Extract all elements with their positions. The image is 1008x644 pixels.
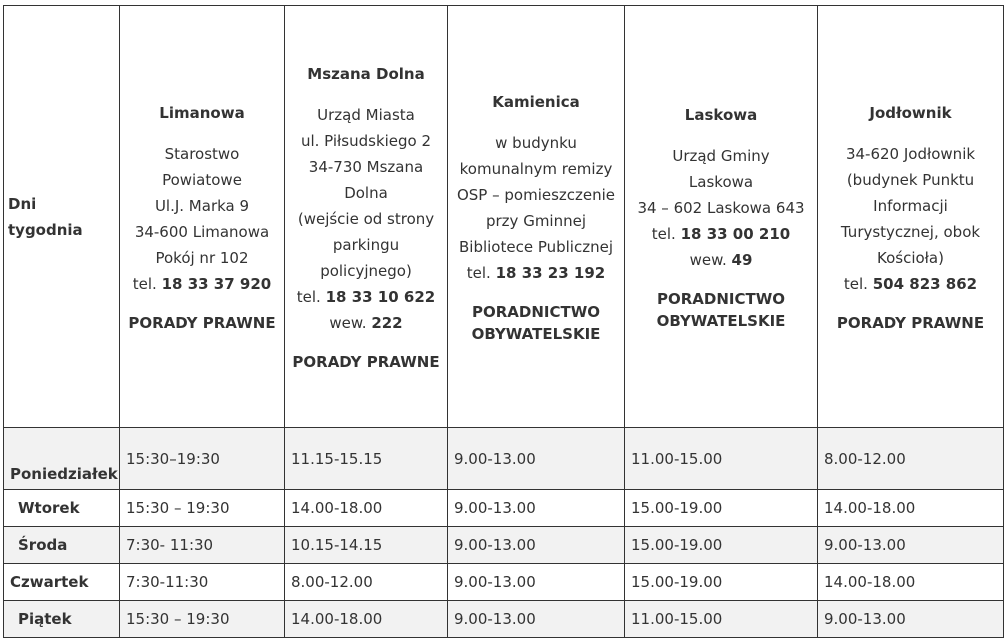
header-kamienica: Kamienica w budynku komunalnym remizy OSP – pomieszczenie przy Gminnej Bibliotece Publicznej tel. 18 33 23 192 PORADNICTWO OBYWATELSKIE xyxy=(448,6,625,428)
extension: wew. 49 xyxy=(689,250,753,269)
hours-cell: 15.00-19.00 xyxy=(625,564,818,601)
hours-cell: 15:30–19:30 xyxy=(120,428,285,490)
hours-cell: 14.00-18.00 xyxy=(818,490,1004,527)
day-label: Poniedziałek xyxy=(4,428,120,490)
hours-cell: 9.00-13.00 xyxy=(448,490,625,527)
header-days: Dni tygodnia xyxy=(4,6,120,428)
hours-cell: 15.00-19.00 xyxy=(625,490,818,527)
header-jodlownik: Jodłownik 34-620 Jodłownik (budynek Punktu Informacji Turystycznej, obok Kościoła) tel. 504 823 862 PORADY PRAWNE xyxy=(818,6,1004,428)
phone: tel. 18 33 37 920 xyxy=(132,274,272,293)
hours-cell: 14.00-18.00 xyxy=(285,601,448,638)
hours-cell: 15.00-19.00 xyxy=(625,527,818,564)
hours-cell: 15:30 – 19:30 xyxy=(120,601,285,638)
header-laskowa: Laskowa Urząd Gminy Laskowa 34 – 602 Laskowa 643 tel. 18 33 00 210 wew. 49 PORADNICTWO OBYWATELSKIE xyxy=(625,6,818,428)
table-row xyxy=(4,601,1004,638)
phone: tel. 18 33 23 192 xyxy=(466,263,606,282)
hours-cell: 11.00-15.00 xyxy=(625,601,818,638)
day-label: Środa xyxy=(4,527,120,564)
hours-cell: 11.15-15.15 xyxy=(285,428,448,490)
service-label: PORADNICTWO OBYWATELSKIE xyxy=(656,289,786,330)
hours-cell: 7:30-11:30 xyxy=(120,564,285,601)
hours-cell: 11.00-15.00 xyxy=(625,428,818,490)
location-name: Kamienica xyxy=(492,92,580,111)
hours-cell: 8.00-12.00 xyxy=(818,428,1004,490)
service-label: PORADY PRAWNE xyxy=(836,313,985,332)
hours-cell: 10.15-14.15 xyxy=(285,527,448,564)
hours-cell: 9.00-13.00 xyxy=(448,564,625,601)
service-label: PORADNICTWO OBYWATELSKIE xyxy=(471,302,601,343)
service-label: PORADY PRAWNE xyxy=(128,313,276,332)
location-name: Limanowa xyxy=(159,103,245,122)
day-label: Piątek xyxy=(4,601,120,638)
header-mszana-dolna: Mszana Dolna Urząd Miasta ul. Piłsudskiego 2 34-730 Mszana Dolna (wejście od strony parkingu policyjnego) tel. 18 33 10 622 wew. 222 PORADY PRAWNE xyxy=(285,6,448,428)
schedule-table xyxy=(3,5,1004,638)
hours-cell: 9.00-13.00 xyxy=(818,601,1004,638)
hours-cell: 15:30 – 19:30 xyxy=(120,490,285,527)
header-limanowa: Limanowa Starostwo Powiatowe Ul.J. Marka 9 34-600 Limanowa Pokój nr 102 tel. 18 33 37 920 PORADY PRAWNE xyxy=(120,6,285,428)
hours-cell: 8.00-12.00 xyxy=(285,564,448,601)
table-row xyxy=(4,527,1004,564)
hours-cell: 9.00-13.00 xyxy=(448,527,625,564)
hours-cell: 9.00-13.00 xyxy=(448,601,625,638)
service-label: PORADY PRAWNE xyxy=(292,352,440,371)
day-label: Czwartek xyxy=(4,564,120,601)
table-row xyxy=(4,490,1004,527)
hours-cell: 14.00-18.00 xyxy=(285,490,448,527)
hours-cell: 7:30- 11:30 xyxy=(120,527,285,564)
hours-cell: 14.00-18.00 xyxy=(818,564,1004,601)
hours-cell: 9.00-13.00 xyxy=(818,527,1004,564)
location-name: Jodłownik xyxy=(869,103,952,122)
phone: tel. 18 33 00 210 xyxy=(651,224,791,243)
extension: wew. 222 xyxy=(329,313,403,332)
phone: tel. 504 823 862 xyxy=(843,274,978,293)
location-name: Laskowa xyxy=(684,105,758,124)
phone: tel. 18 33 10 622 xyxy=(296,287,436,306)
table-row xyxy=(4,564,1004,601)
table-row xyxy=(4,428,1004,490)
header-row xyxy=(4,6,1004,428)
day-label: Wtorek xyxy=(4,490,120,527)
hours-cell: 9.00-13.00 xyxy=(448,428,625,490)
location-name: Mszana Dolna xyxy=(307,64,425,83)
